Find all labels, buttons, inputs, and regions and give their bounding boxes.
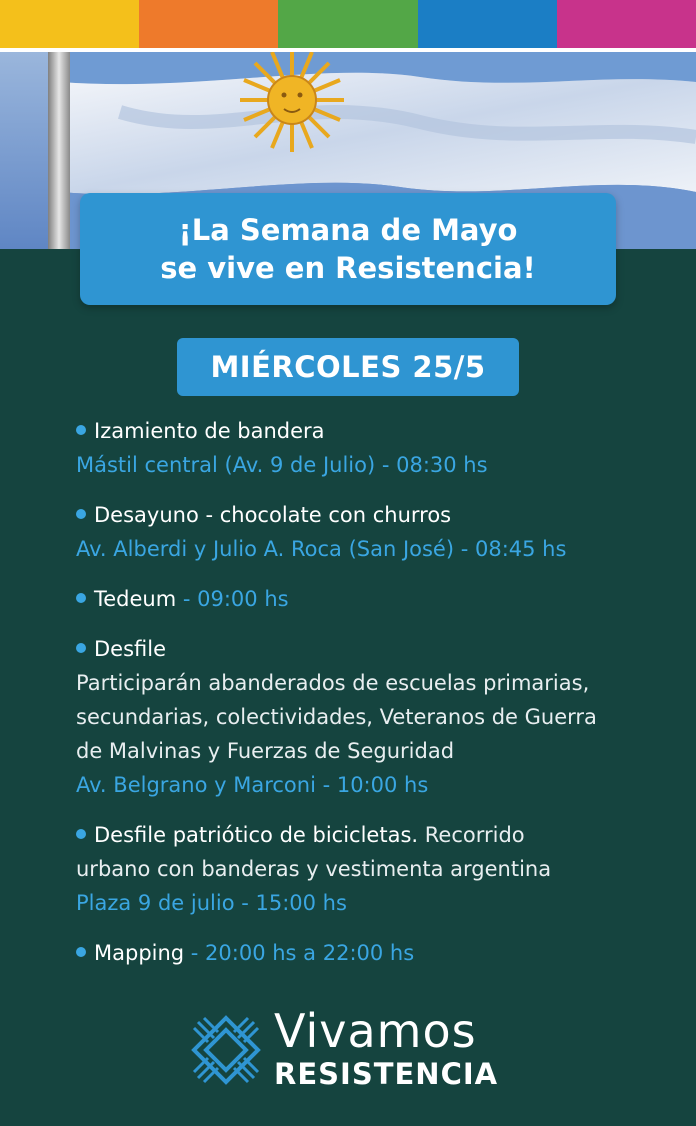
event-description: Recorrido [418, 823, 525, 847]
event-description: Participarán abanderados de escuelas primarias, [76, 671, 590, 695]
event-title: Izamiento de bandera [94, 419, 325, 443]
stripe-blue [418, 0, 557, 48]
event-title: Desfile [94, 637, 167, 661]
stripe-green [278, 0, 417, 48]
event-detail: Plaza 9 de julio - 15:00 hs [76, 891, 347, 915]
event-mapping [76, 936, 676, 970]
logo-word-resistencia: RESISTENCIA [274, 1057, 499, 1091]
event-title: Desfile patriótico de bicicletas. [94, 823, 419, 847]
stripe-magenta [557, 0, 696, 48]
bullet-icon [76, 425, 86, 435]
title-line-1: ¡La Semana de Mayo [178, 213, 518, 247]
event-title: Tedeum [94, 587, 177, 611]
event-title: Mapping [94, 941, 185, 965]
bullet-icon [76, 593, 86, 603]
event-detail: Av. Belgrano y Marconi - 10:00 hs [76, 773, 429, 797]
stripe-yellow [0, 0, 139, 48]
event-time: - 20:00 hs a 22:00 hs [184, 941, 415, 965]
bullet-icon [76, 643, 86, 653]
logo-mark-icon [190, 1014, 262, 1086]
bullet-icon [76, 829, 86, 839]
bullet-icon [76, 947, 86, 957]
event-list [76, 414, 676, 986]
event-description: de Malvinas y Fuerzas de Seguridad [76, 739, 455, 763]
event-desayuno [76, 498, 676, 566]
event-desfile [76, 632, 676, 802]
color-stripes [0, 0, 696, 48]
stripe-orange [139, 0, 278, 48]
event-description: secundarias, colectividades, Veteranos de Guerra [76, 705, 597, 729]
event-bicicletas [76, 818, 676, 920]
event-time: - 09:00 hs [176, 587, 289, 611]
event-title: Desayuno - chocolate con churros [94, 503, 452, 527]
bullet-icon [76, 509, 86, 519]
event-izamiento [76, 414, 676, 482]
event-detail: Mástil central (Av. 9 de Julio) - 08:30 hs [76, 453, 488, 477]
vivamos-resistencia-logo [190, 1004, 520, 1091]
title-banner [80, 193, 616, 305]
event-tedeum [76, 582, 676, 616]
title-line-2: se vive en Resistencia! [160, 251, 536, 285]
logo-word-vivamos: Vivamos [274, 1004, 477, 1058]
event-description: urbano con banderas y vestimenta argentina [76, 857, 552, 881]
event-detail: Av. Alberdi y Julio A. Roca (San José) - 08:45 hs [76, 537, 567, 561]
day-badge: MIÉRCOLES 25/5 [177, 338, 519, 396]
